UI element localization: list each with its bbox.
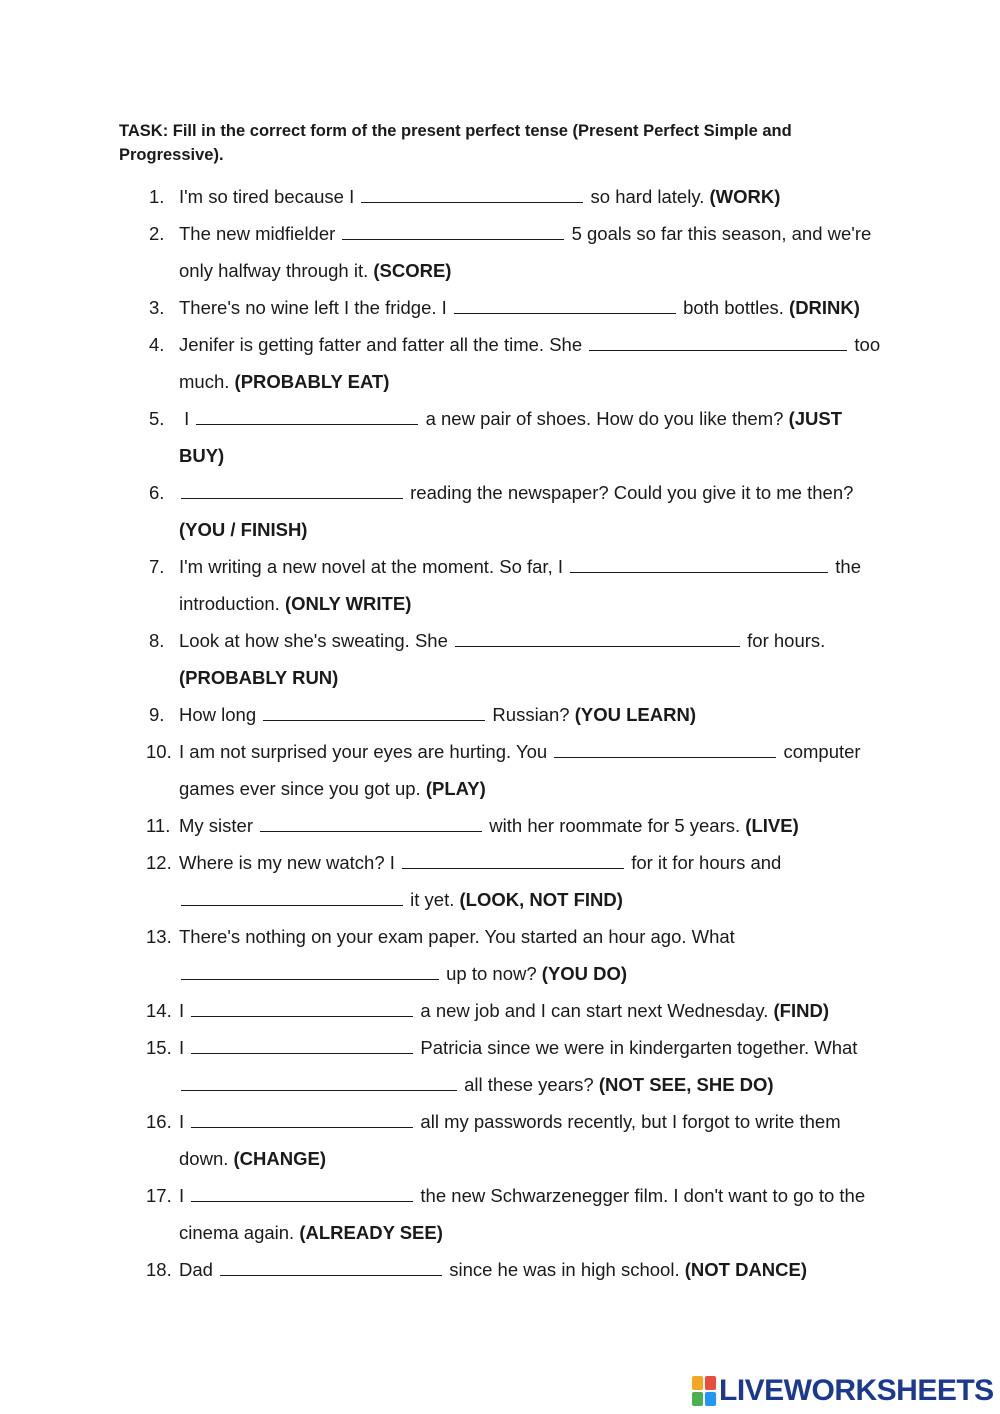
logo-square-4 — [705, 1392, 716, 1406]
exercise-item-13 — [146, 918, 886, 992]
exercise-item-12 — [146, 844, 886, 918]
answer-blank[interactable] — [554, 755, 776, 758]
item-text-after: Patricia since we were in kindergarten together. What — [420, 1037, 858, 1058]
item-text-after: with her roommate for 5 years. — [489, 815, 741, 836]
verb-hint: (ALREADY SEE) — [299, 1222, 443, 1243]
answer-blank[interactable] — [181, 496, 403, 499]
item-number: 6. — [149, 482, 165, 503]
answer-blank[interactable] — [263, 718, 485, 721]
item-text-after: the new Schwarzenegger film. I don't want to go to the cinema again. — [179, 1185, 866, 1243]
item-number: 8. — [149, 630, 165, 651]
exercise-item-10 — [146, 733, 886, 807]
item-number: 1. — [149, 186, 165, 207]
item-number: 7. — [149, 556, 165, 577]
answer-blank[interactable] — [220, 1273, 442, 1276]
item-number: 3. — [149, 297, 165, 318]
answer-blank[interactable] — [196, 422, 418, 425]
verb-hint: (PROBABLY RUN) — [179, 667, 339, 688]
answer-blank[interactable] — [181, 977, 439, 980]
verb-hint: (NOT SEE, SHE DO) — [598, 1074, 774, 1095]
item-text-after: too much. — [179, 334, 881, 392]
item-text-before: My sister — [179, 815, 253, 836]
exercise-item-14 — [146, 992, 886, 1029]
exercise-item-3 — [146, 289, 886, 326]
item-text-after: computer games ever since you got up. — [179, 741, 861, 799]
exercise-item-17 — [146, 1177, 886, 1251]
verb-hint: (PROBABLY EAT) — [234, 371, 390, 392]
item-text-before: I'm writing a new novel at the moment. So far, I — [179, 556, 563, 577]
item-number: 5. — [149, 408, 165, 429]
item-number: 17. — [146, 1185, 172, 1206]
verb-hint: (CHANGE) — [233, 1148, 327, 1169]
item-text-before: I — [179, 1111, 185, 1132]
item-number: 4. — [149, 334, 165, 355]
item-number: 15. — [146, 1037, 172, 1058]
answer-blank[interactable] — [191, 1125, 413, 1128]
answer-blank-2[interactable] — [181, 1088, 457, 1091]
verb-hint: (YOU DO) — [541, 963, 628, 984]
answer-blank-2[interactable] — [181, 903, 403, 906]
logo-square-2 — [705, 1376, 716, 1390]
logo-square-1 — [692, 1376, 703, 1390]
item-text-before: There's nothing on your exam paper. You started an hour ago. What — [179, 926, 735, 947]
liveworksheets-logo-icon — [692, 1376, 716, 1406]
item-text-before: Look at how she's sweating. She — [179, 630, 448, 651]
task-instructions: TASK: Fill in the correct form of the present perfect tense (Present Perfect Simple and Progressive). — [119, 122, 792, 164]
verb-hint: (DRINK) — [789, 297, 860, 318]
logo-square-3 — [692, 1392, 703, 1406]
item-text-end: all these years? — [464, 1074, 594, 1095]
item-text-before: Dad — [179, 1259, 213, 1280]
item-number: 10. — [146, 741, 172, 762]
liveworksheets-logo[interactable] — [692, 1374, 994, 1408]
item-text-after: so hard lately. — [590, 186, 705, 207]
verb-hint: (SCORE) — [373, 260, 452, 281]
verb-hint: (ONLY WRITE) — [284, 593, 412, 614]
item-text-before: I — [179, 1185, 185, 1206]
item-text-after: a new job and I can start next Wednesday. — [420, 1000, 769, 1021]
answer-blank[interactable] — [361, 200, 583, 203]
item-text-after: since he was in high school. — [449, 1259, 680, 1280]
item-number: 16. — [146, 1111, 172, 1132]
verb-hint: (LIVE) — [745, 815, 799, 836]
item-text-after: 5 goals so far this season, and we're only halfway through it. — [179, 223, 872, 281]
item-text-after: all my passwords recently, but I forgot to write them down. — [179, 1111, 841, 1169]
item-text-after: a new pair of shoes. How do you like them? — [425, 408, 784, 429]
exercise-item-9 — [146, 696, 886, 733]
verb-hint: (YOU / FINISH) — [179, 519, 308, 540]
item-text-after: Russian? — [492, 704, 570, 725]
item-text-before: How long — [179, 704, 257, 725]
exercise-item-5 — [146, 400, 886, 474]
verb-hint: (WORK) — [709, 186, 781, 207]
item-number: 11. — [146, 815, 171, 836]
exercise-item-1 — [146, 178, 886, 215]
answer-blank[interactable] — [191, 1051, 413, 1054]
item-text-before: There's no wine left I the fridge. I — [179, 297, 447, 318]
item-text-before: I am not surprised your eyes are hurting. You — [179, 741, 548, 762]
answer-blank[interactable] — [454, 311, 676, 314]
exercise-list — [146, 178, 886, 1288]
item-number: 14. — [146, 1000, 172, 1021]
item-text-before: Where is my new watch? I — [179, 852, 395, 873]
item-text-after: for hours. — [747, 630, 826, 651]
exercise-item-11 — [146, 807, 886, 844]
item-text-before: The new midfielder — [179, 223, 336, 244]
verb-hint: (LOOK, NOT FIND) — [459, 889, 623, 910]
exercise-item-18 — [146, 1251, 886, 1288]
item-text-before: I — [179, 1037, 185, 1058]
answer-blank[interactable] — [191, 1014, 413, 1017]
exercise-item-8 — [146, 622, 886, 696]
verb-hint: (NOT DANCE) — [684, 1259, 808, 1280]
verb-hint: (PLAY) — [425, 778, 486, 799]
item-text-end: it yet. — [410, 889, 455, 910]
exercise-item-15 — [146, 1029, 886, 1103]
verb-hint: (YOU LEARN) — [574, 704, 696, 725]
answer-blank[interactable] — [455, 644, 740, 647]
item-number: 13. — [146, 926, 172, 947]
item-number: 9. — [149, 704, 165, 725]
item-text-after: the introduction. — [179, 556, 861, 614]
verb-hint: (FIND) — [773, 1000, 829, 1021]
answer-blank[interactable] — [402, 866, 624, 869]
item-number: 18. — [146, 1259, 172, 1280]
item-number: 2. — [149, 223, 165, 244]
item-number: 12. — [146, 852, 172, 873]
item-text-before: I — [184, 408, 190, 429]
answer-blank[interactable] — [260, 829, 482, 832]
logo-text: LIVEWORKSHEETS — [719, 1374, 994, 1407]
exercise-item-6 — [146, 474, 886, 548]
exercise-item-16 — [146, 1103, 886, 1177]
exercise-item-2 — [146, 215, 886, 289]
item-text-after: for it for hours and — [631, 852, 782, 873]
item-text-after: reading the newspaper? Could you give it to me then? — [410, 482, 854, 503]
exercise-item-7 — [146, 548, 886, 622]
answer-blank[interactable] — [589, 348, 847, 351]
answer-blank[interactable] — [342, 237, 564, 240]
item-text-before: I — [179, 1000, 185, 1021]
answer-blank[interactable] — [570, 570, 828, 573]
item-text-before: I'm so tired because I — [179, 186, 355, 207]
item-text-after: up to now? — [446, 963, 537, 984]
item-text-before: Jenifer is getting fatter and fatter all the time. She — [179, 334, 583, 355]
item-text-after: both bottles. — [683, 297, 784, 318]
exercise-item-4 — [146, 326, 886, 400]
verb-hint: (JUST BUY) — [179, 408, 843, 466]
answer-blank[interactable] — [191, 1199, 413, 1202]
